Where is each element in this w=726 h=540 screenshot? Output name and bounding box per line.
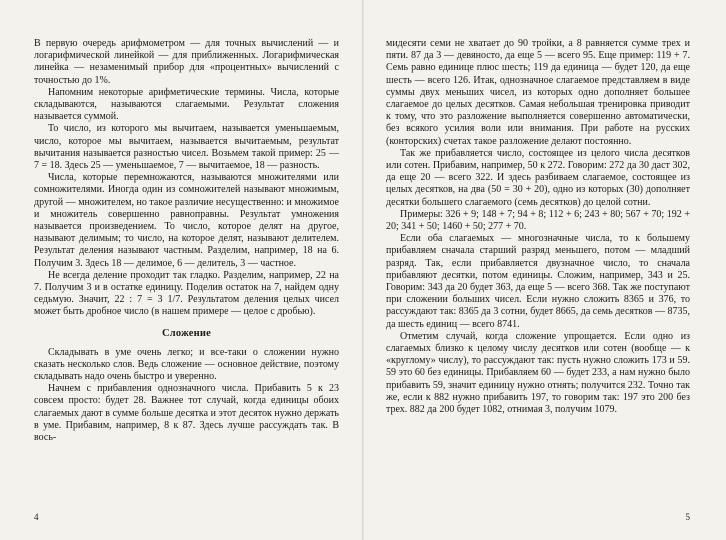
paragraph: Числа, которые перемножаются, называются множителями или сомножителями. Иногда один из сомножителей называют множимым, другой — множителем, но такое различие несущественно: и множимое и множитель совершенно равноправны. Результат умножения называется произведением. То число, которое делят на другое, называют делимым; то число, на которое делят, называют делителем. Результат деления называют частным. Разделим, например, 18 на 6. Получим 3. Здесь 18 — делимое, 6 — делитель, 3 — частное. — [34, 172, 339, 269]
paragraph: Начнем с прибавления однозначного числа. Прибавить 5 к 23 совсем просто: будет 28. Важнее тот случай, когда единицы обоих слагаемых дают в сумме больше десятка и этот десяток нужно держать в уме. Прибавим, например, 8 к 87. Здесь лучше рассуждать так. В вось- — [34, 383, 339, 444]
paragraph: мидесяти семи не хватает до 90 тройки, а 8 равняется сумме трех и пяти. 87 да 3 — девяносто, да еще 5 — всего 95. Еще пример: 119 + 7. Семь равно единице плюс шесть; 119 да единица — будет 120, да еще шесть — всего 126. Итак, однозначное слагаемое представляем в виде суммы двух меньших чисел, из которых одно дополняет большее слагаемое до целых десятков. Самая небольшая тренировка приводит к тому, что это разложение выполняется совершенно автоматически, без всякого усилия воли или внимания. При работе на русских (конторских) счетах такое разложение делают постоянно. — [386, 38, 690, 147]
paragraph: Напомним некоторые арифметические термины. Числа, которые складываются, называются слагаемыми. Результат сложения называется суммой. — [34, 86, 339, 123]
examples-paragraph: Примеры: 326 + 9; 148 + 7; 94 + 8; 112 + 6; 243 + 80; 567 + 70; 192 + 20; 341 + 50; 1460 + 50; 277 + 70. — [386, 208, 690, 233]
paragraph: То число, из которого мы вычитаем, называется уменьшаемым, число, которое мы вычитаем, называется вычитаемым, результат вычитания называется разностью чисел. Возьмем такой пример: 25 — 7 = 18. Здесь 25 — уменьшаемое, 7 — вычитаемое, 18 — разность. — [34, 123, 339, 172]
page-number: 5 — [685, 512, 690, 522]
paragraph: Так же прибавляется число, состоящее из целого числа десятков или сотен. Прибавим, например, 50 к 272. Говорим: 272 да 30 даст 302, да еще 20 — всего 322. И здесь разбиваем слагаемое, состоящее из целых десятков, на два (50 = 30 + 20), одно из которых (30) дополняет десятки большего слагаемого (семь десятков) до целой сотни. — [386, 147, 690, 208]
paragraph: Если оба слагаемых — многозначные числа, то к большему прибавляем сначала старший разряд меньшего, потом — младший разряд. Так, если прибавляется двузначное число, то сначала прибавляют десятки, потом единицы. Сложим, например, 343 и 25. Говорим: 343 да 20 будет 363, да еще 5 — всего 368. Так же поступают при сложении больших чисел. Если нужно сложить 8365 и 376, то рассуждают так: 8365 да 3 сотни, будет 8665, да семь десятков — 8735, да шесть единиц — всего 8741. — [386, 233, 690, 330]
right-page — [363, 0, 726, 540]
paragraph: Отметим случай, когда сложение упрощается. Если одно из слагаемых близко к целому числу десятков или сотен (вообще — к «круглому» числу), то рассуждают так: пусть нужно сложить 173 и 59. 59 это 60 без единицы. Прибавляем 60 — будет 233, а нам нужно было прибавить 59, значит единицу нужно отнять; получится 232. Точно так же, если к 882 нужно прибавить 197, то говорим так: 197 это 200 без трех. 882 да 200 будет 1082, отнимая 3, получим 1079. — [386, 330, 690, 416]
page-number: 4 — [34, 512, 39, 522]
paragraph: Складывать в уме очень легко; и все-таки о сложении нужно сказать несколько слов. Ведь сложение — основное действие, поэтому складывать надо очень быстро и уверенно. — [34, 346, 339, 383]
section-heading: Сложение — [162, 327, 211, 339]
paragraph: Не всегда деление проходит так гладко. Разделим, например, 22 на 7. Получим 3 и в остатке единицу. Поделив остаток на 7, найдем одну седьмую. Значит, 22 : 7 = 3 1/7. Результатом деления целых чисел может быть дробное число (в нашем примере — целое с дробью). — [34, 269, 339, 318]
paragraph: В первую очередь арифмометром — для точных вычислений — и логарифмической линейкой — для приближенных. Логарифмическая линейка — незаменимый прибор для «процентных» вычислений с точностью до 1%. — [34, 38, 339, 86]
